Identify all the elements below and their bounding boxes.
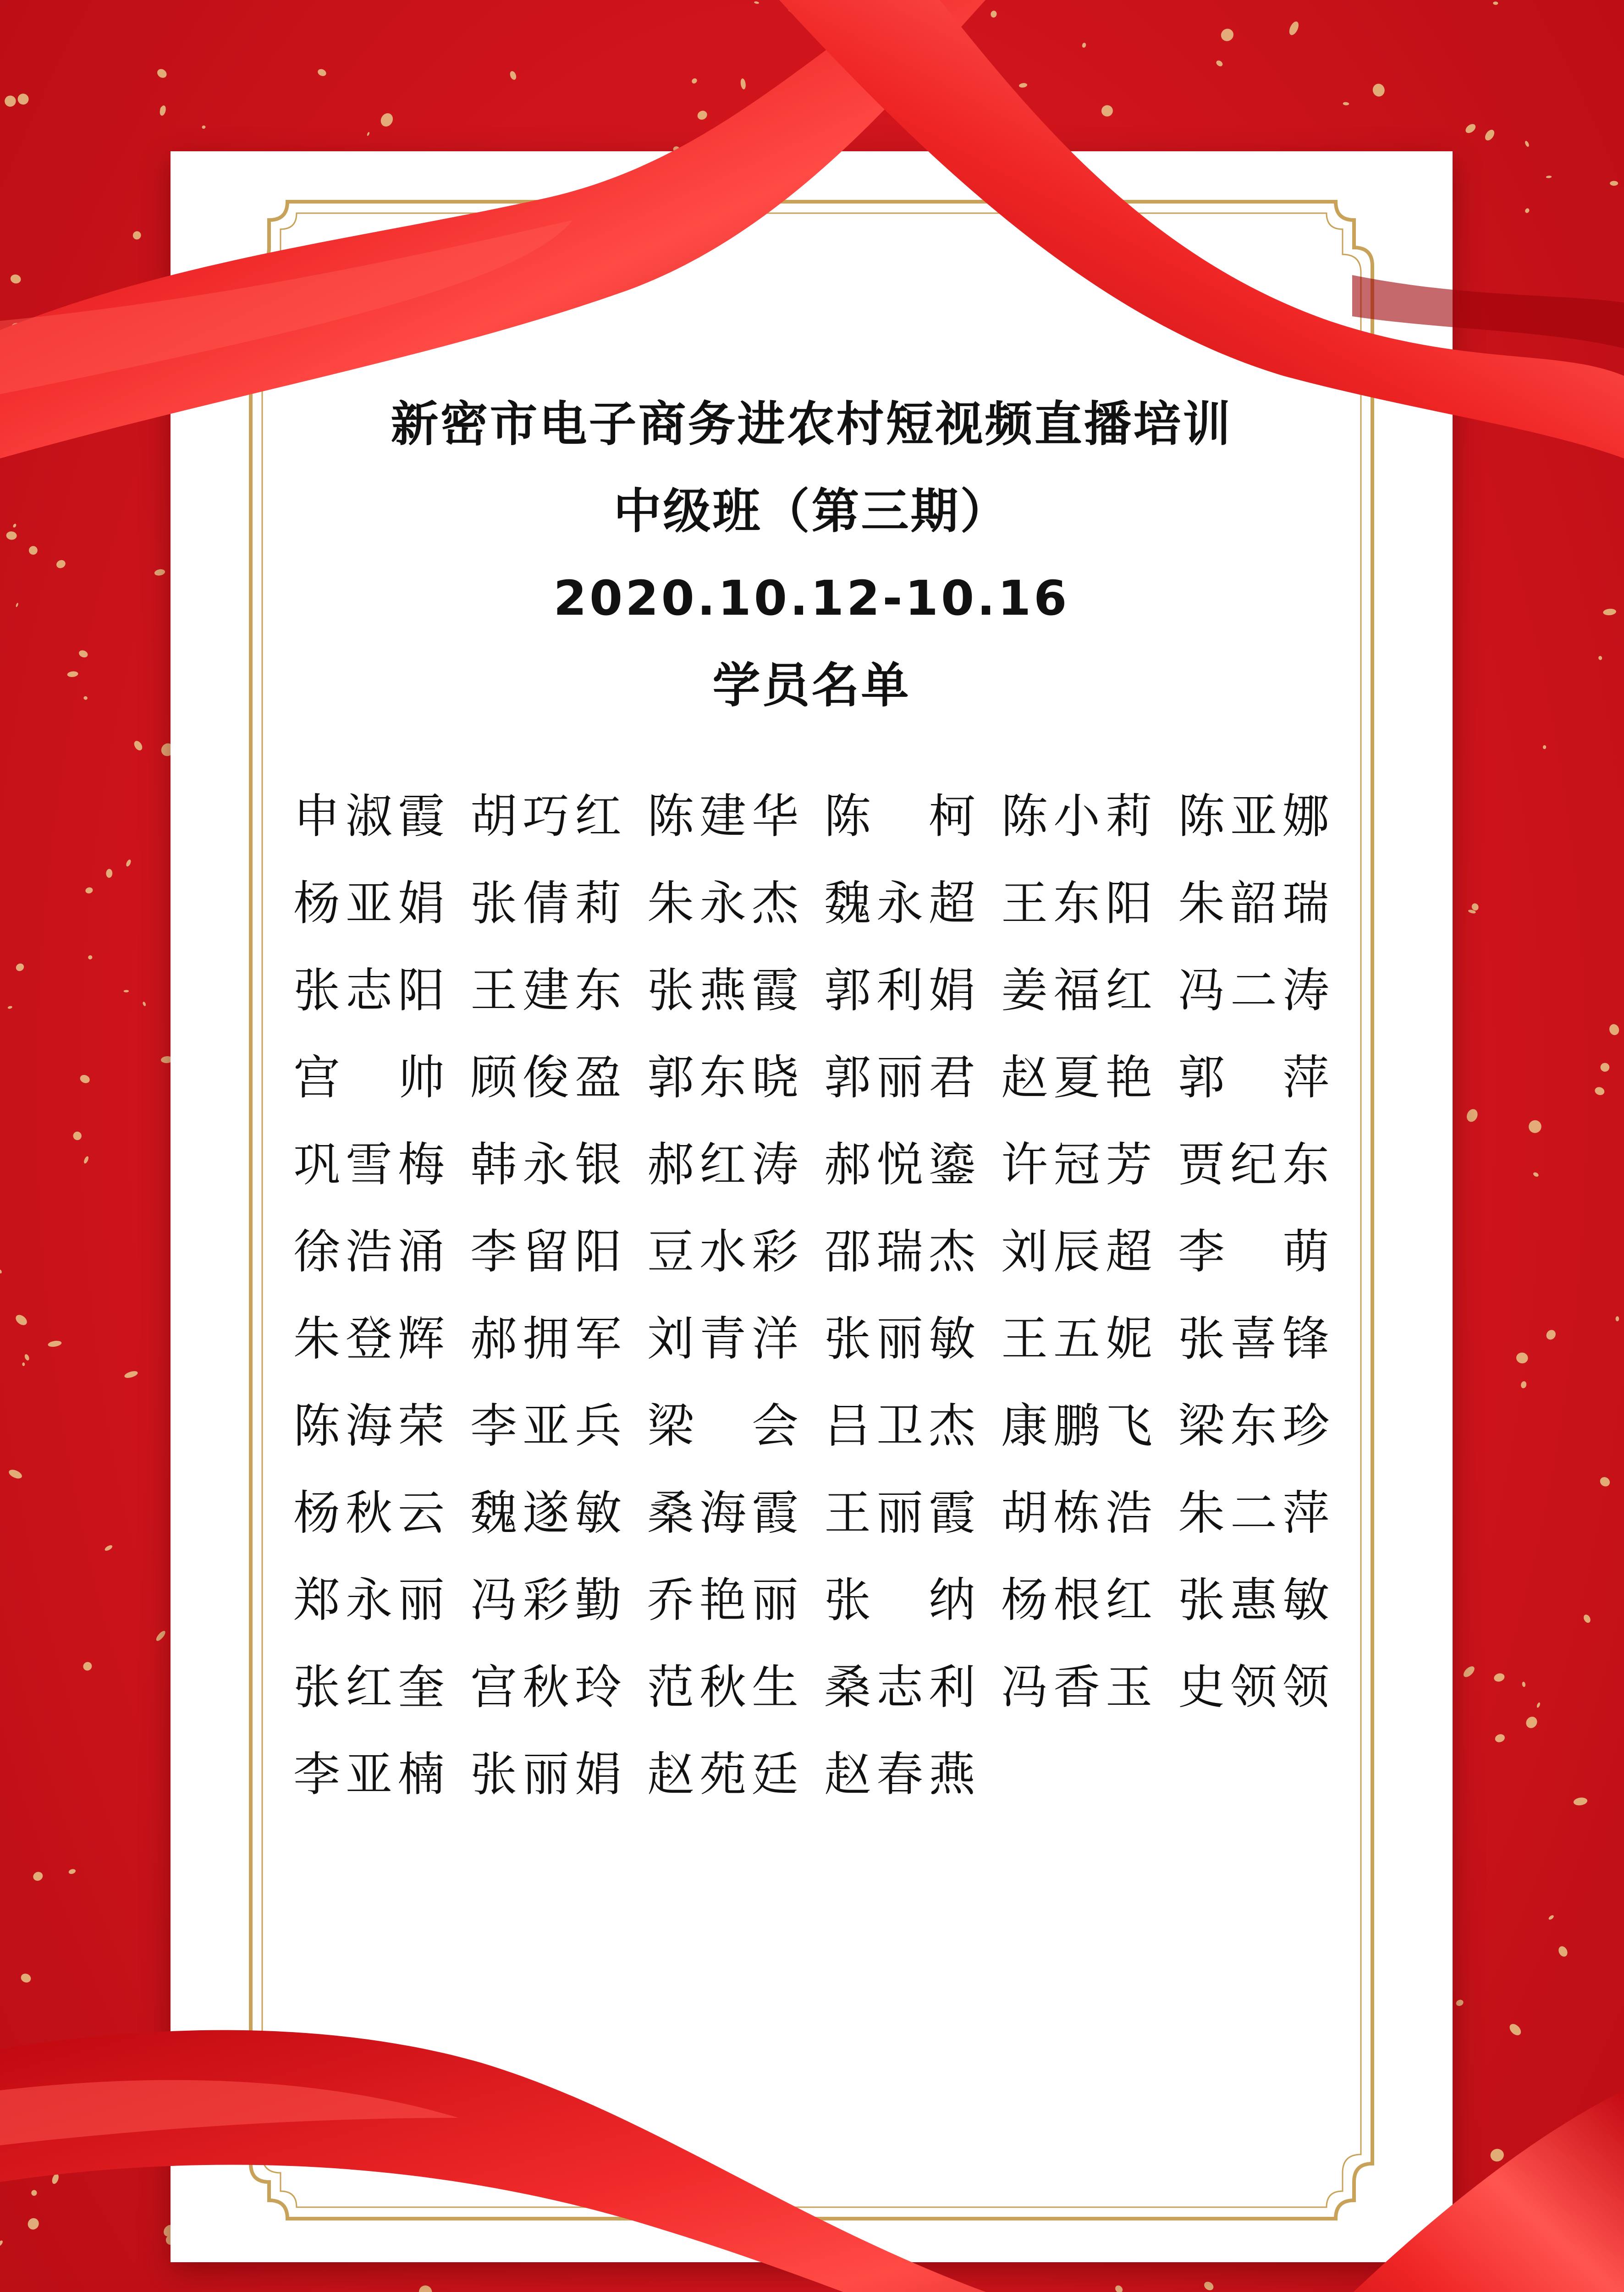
student-name: 桑 志 利 [824, 1660, 975, 1715]
student-name: 张 丽 敏 [824, 1312, 975, 1366]
student-name: 冯 彩 勤 [470, 1573, 622, 1628]
student-name: 史 领 领 [1178, 1660, 1329, 1715]
title-block [171, 380, 1453, 729]
class-subtitle: 中级班（第三期） [613, 483, 1010, 539]
student-name: 李 萌 [1178, 1225, 1329, 1279]
student-name: 贾 纪 东 [1178, 1138, 1329, 1192]
student-name: 吕 卫 杰 [824, 1399, 975, 1454]
student-name: 郭 丽 君 [824, 1051, 975, 1105]
student-name: 陈 建 华 [647, 789, 798, 844]
list-heading: 学员名单 [712, 657, 911, 713]
student-name: 徐 浩 涌 [293, 1225, 445, 1279]
student-name: 朱 韶 瑞 [1178, 876, 1329, 931]
student-name: 朱 登 辉 [293, 1312, 445, 1366]
student-name: 巩 雪 梅 [293, 1138, 445, 1192]
student-name: 胡 栋 浩 [1001, 1486, 1152, 1541]
student-name: 邵 瑞 杰 [824, 1225, 975, 1279]
student-name: 郭 利 娟 [824, 964, 975, 1018]
student-name: 李 亚 兵 [470, 1399, 622, 1454]
student-name: 张 纳 [824, 1573, 975, 1628]
student-name: 魏 遂 敏 [470, 1486, 622, 1541]
student-name: 郭 萍 [1178, 1051, 1329, 1105]
student-name: 陈 小 莉 [1001, 789, 1152, 844]
student-name: 张 丽 娟 [470, 1747, 622, 1802]
date-range: 2020.10.12-10.16 [553, 570, 1070, 626]
student-name: 许 冠 芳 [1001, 1138, 1152, 1192]
student-name: 姜 福 红 [1001, 964, 1152, 1018]
student-name: 张 惠 敏 [1178, 1573, 1329, 1628]
student-name: 杨 亚 娟 [293, 876, 445, 931]
student-name: 张 喜 锋 [1178, 1312, 1329, 1366]
student-name: 赵 苑 廷 [647, 1747, 798, 1802]
student-name: 陈 亚 娜 [1178, 789, 1329, 844]
student-name: 桑 海 霞 [647, 1486, 798, 1541]
student-name: 申 淑 霞 [293, 789, 445, 844]
student-name: 张 倩 莉 [470, 876, 622, 931]
student-name: 郝 红 涛 [647, 1138, 798, 1192]
student-name: 顾 俊 盈 [470, 1051, 622, 1105]
student-name: 王 五 妮 [1001, 1312, 1152, 1366]
student-name: 王 建 东 [470, 964, 622, 1018]
student-name: 张 燕 霞 [647, 964, 798, 1018]
student-name: 张 志 阳 [293, 964, 445, 1018]
student-name: 范 秋 生 [647, 1660, 798, 1715]
student-name: 豆 水 彩 [647, 1225, 798, 1279]
student-name: 梁 会 [647, 1399, 798, 1454]
page-title: 新密市电子商务进农村短视频直播培训 [391, 396, 1233, 452]
student-name: 康 鹏 飞 [1001, 1399, 1152, 1454]
student-name: 冯 二 涛 [1178, 964, 1329, 1018]
student-name: 陈 海 荣 [293, 1399, 445, 1454]
student-name: 李 亚 楠 [293, 1747, 445, 1802]
student-name: 赵 春 燕 [824, 1747, 975, 1802]
student-name: 郭 东 晓 [647, 1051, 798, 1105]
student-name: 刘 辰 超 [1001, 1225, 1152, 1279]
student-name: 刘 青 洋 [647, 1312, 798, 1366]
student-roster [293, 779, 1348, 1824]
student-name: 魏 永 超 [824, 876, 975, 931]
student-name: 李 留 阳 [470, 1225, 622, 1279]
student-name: 朱 永 杰 [647, 876, 798, 931]
student-name: 宫 秋 玲 [470, 1660, 622, 1715]
student-name: 王 东 阳 [1001, 876, 1152, 931]
student-name: 杨 秋 云 [293, 1486, 445, 1541]
student-name: 冯 香 玉 [1001, 1660, 1152, 1715]
student-name: 王 丽 霞 [824, 1486, 975, 1541]
student-name: 宫 帅 [293, 1051, 445, 1105]
student-name: 陈 柯 [824, 789, 975, 844]
student-name: 赵 夏 艳 [1001, 1051, 1152, 1105]
student-name: 韩 永 银 [470, 1138, 622, 1192]
student-name: 郝 悦 鎏 [824, 1138, 975, 1192]
student-name: 朱 二 萍 [1178, 1486, 1329, 1541]
student-name: 张 红 奎 [293, 1660, 445, 1715]
student-name: 郑 永 丽 [293, 1573, 445, 1628]
student-name: 郝 拥 军 [470, 1312, 622, 1366]
student-name: 乔 艳 丽 [647, 1573, 798, 1628]
student-name: 胡 巧 红 [470, 789, 622, 844]
student-name: 梁 东 珍 [1178, 1399, 1329, 1454]
student-name: 杨 根 红 [1001, 1573, 1152, 1628]
